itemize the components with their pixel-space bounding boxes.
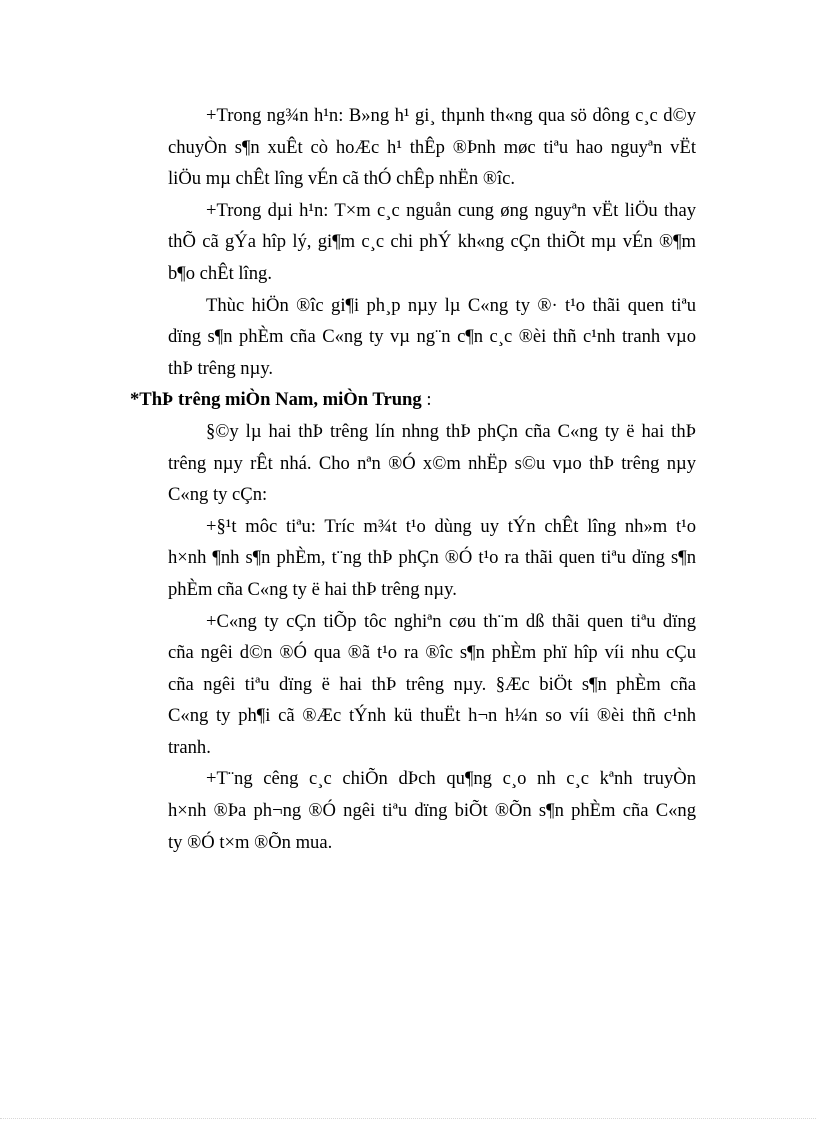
text-line: liÖu mµ chÊt lîng vÉn cã thÓ chÊp nhËn ®îc.: [168, 168, 516, 190]
paragraph-research: [130, 606, 696, 764]
text-line: thÞ trêng nµy.: [168, 357, 274, 379]
text-line: h×nh ®Þa ph¬ng ®Ó ngêi tiªu dïng biÕt ®Õn s¶n phÈm cña C«ng: [168, 800, 696, 822]
text-line: +Trong dµi h¹n: T×m c¸c nguån cung øng nguyªn vËt liÖu thay: [206, 199, 696, 221]
text-line: §©y lµ hai thÞ trêng lín nhng thÞ phÇn cña C«ng ty ë hai thÞ: [206, 420, 696, 442]
text-line: h×nh ¶nh s¶n phÈm, t¨ng thÞ phÇn ®Ó t¹o ra thãi quen tiªu dïng s¶n: [168, 547, 696, 569]
paragraph-goal: [130, 511, 696, 606]
paragraph-market-share: [130, 416, 696, 511]
text-line: tranh.: [168, 736, 211, 758]
text-line: thÕ cã gÝa hîp lý, gi¶m c¸c chi phÝ kh«ng cÇn thiÕt mµ vÉn ®¶m: [168, 231, 696, 253]
paragraph-short-term: [130, 100, 696, 195]
text-line: chuyÒn s¶n xuÊt cò hoÆc h¹ thÊp ®Þnh møc tiªu hao nguyªn vËt: [168, 136, 696, 158]
text-line: +Trong ng¾n h¹n: B»ng h¹ gi¸ thµnh th«ng qua sö dông c¸c d©y: [206, 105, 696, 126]
heading-bold-text: *ThÞ trêng miÒn Nam, miÒn Trung: [130, 389, 422, 411]
text-line: cña ngêi d©n ®Ó qua ®ã t¹o ra ®îc s¶n phÈm phï hîp víi nhu cÇu: [168, 642, 696, 664]
text-line: +C«ng ty cÇn tiÕp tôc nghiªn cøu th¨m dß thãi quen tiªu dïng: [206, 610, 696, 632]
paragraph-advertising: [130, 763, 696, 858]
text-line: C«ng ty cÇn:: [168, 484, 268, 506]
text-line: phÈm cña C«ng ty ë hai thÞ trêng nµy.: [168, 578, 457, 600]
text-line: Thùc hiÖn ®îc gi¶i ph¸p nµy lµ C«ng ty ®· t¹o thãi quen tiªu: [206, 294, 696, 316]
heading-line: [130, 384, 696, 416]
text-line: C«ng ty ph¶i cã ®Æc tÝnh kü thuËt h¬n h¼n so víi ®èi thñ c¹nh: [168, 705, 696, 727]
document-page: [130, 100, 696, 858]
text-line: +§¹t môc tiªu: Tríc m¾t t¹o dùng uy tÝn chÊt lîng nh»m t¹o: [206, 515, 696, 537]
paragraph-long-term: [130, 195, 696, 290]
page-bottom-divider: [0, 1118, 816, 1119]
text-line: cña ngêi tiªu dïng ë hai thÞ trêng nµy. §Æc biÖt s¶n phÈm cña: [168, 673, 696, 695]
text-line: ty ®Ó t×m ®Õn mua.: [168, 831, 333, 853]
paragraph-result: [130, 290, 696, 385]
text-line: +T¨ng cêng c¸c chiÕn dÞch qu¶ng c¸o nh c¸c kªnh truyÒn: [206, 768, 696, 790]
text-line: trêng nµy rÊt nhá. Cho nªn ®Ó x©m nhËp s©u vµo thÞ trêng nµy: [168, 452, 696, 474]
heading-colon: :: [426, 389, 432, 411]
text-line: b¶o chÊt lîng.: [168, 262, 272, 284]
text-line: dïng s¶n phÈm cña C«ng ty vµ ng¨n c¶n c¸c ®èi thñ c¹nh tranh vµo: [168, 326, 696, 348]
section-heading: [130, 384, 696, 416]
